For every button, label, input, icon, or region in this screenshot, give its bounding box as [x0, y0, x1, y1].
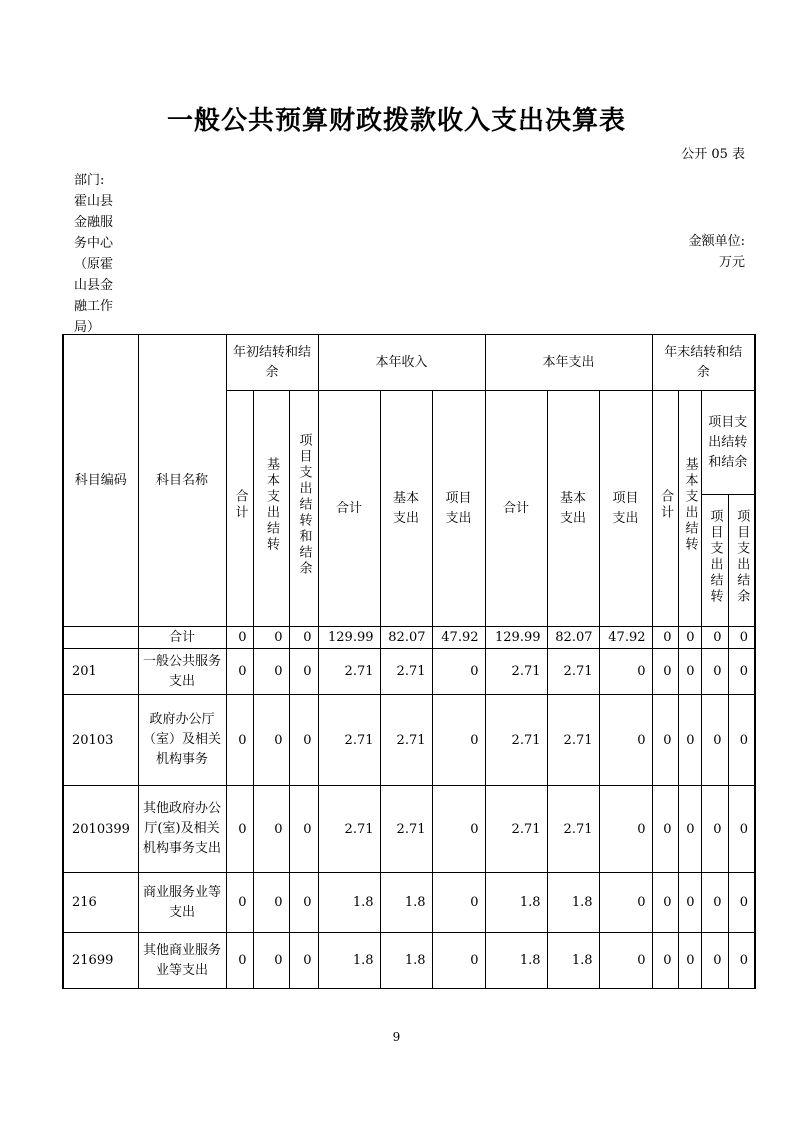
- row-value: 0: [701, 786, 728, 873]
- row-value: 0: [289, 933, 318, 989]
- header-end-total: 合计: [652, 391, 678, 627]
- row-value: 0: [728, 649, 755, 695]
- row-value: 0: [226, 786, 253, 873]
- department-label: 部门:: [74, 173, 105, 188]
- row-value: 0: [289, 873, 318, 933]
- row-value: 0: [599, 786, 652, 873]
- table-row: [63, 695, 755, 786]
- total-value: 82.07: [380, 627, 432, 649]
- row-value: 0: [226, 933, 253, 989]
- row-value: 2.71: [318, 786, 380, 873]
- row-value: 0: [728, 933, 755, 989]
- row-value: 0: [226, 873, 253, 933]
- row-value: 0: [599, 649, 652, 695]
- row-value: 0: [652, 695, 678, 786]
- header-income-basic: 基本支出: [380, 391, 432, 627]
- row-name: 一般公共服务支出: [138, 649, 226, 695]
- row-value: 0: [701, 649, 728, 695]
- total-value: 0: [652, 627, 678, 649]
- row-code: 216: [63, 873, 138, 933]
- header-group-begin: 年初结转和结余: [226, 335, 318, 391]
- row-value: 0: [253, 649, 289, 695]
- row-value: 2.71: [485, 786, 547, 873]
- total-value: 0: [728, 627, 755, 649]
- row-value: 0: [289, 786, 318, 873]
- row-value: 1.8: [318, 873, 380, 933]
- row-value: 0: [678, 695, 701, 786]
- header-end-project-carry: 项目支出结转: [701, 495, 728, 627]
- row-value: 0: [432, 933, 485, 989]
- row-value: 0: [432, 649, 485, 695]
- row-value: 0: [289, 695, 318, 786]
- row-value: 1.8: [547, 933, 599, 989]
- row-value: 0: [678, 649, 701, 695]
- row-value: 0: [226, 695, 253, 786]
- table-row: [63, 649, 755, 695]
- row-value: 0: [432, 786, 485, 873]
- row-name: 政府办公厅（室）及相关机构事务: [138, 695, 226, 786]
- row-value: 1.8: [380, 873, 432, 933]
- row-value: 0: [599, 933, 652, 989]
- row-value: 2.71: [485, 649, 547, 695]
- row-value: 0: [652, 873, 678, 933]
- row-value: 0: [599, 695, 652, 786]
- unit-value: 万元: [718, 255, 745, 270]
- row-value: 0: [253, 695, 289, 786]
- row-value: 0: [253, 786, 289, 873]
- header-expense-project: 项目支出: [599, 391, 652, 627]
- row-value: 0: [678, 933, 701, 989]
- table-row: [63, 933, 755, 989]
- header-end-project-surplus: 项目支出结余: [728, 495, 755, 627]
- header-name: 科目名称: [138, 335, 226, 627]
- row-value: 0: [678, 873, 701, 933]
- row-value: 1.8: [380, 933, 432, 989]
- row-value: 0: [432, 873, 485, 933]
- row-value: 0: [728, 695, 755, 786]
- row-name: 商业服务业等支出: [138, 873, 226, 933]
- row-value: 1.8: [485, 933, 547, 989]
- row-value: 0: [701, 933, 728, 989]
- total-value: 82.07: [547, 627, 599, 649]
- row-value: 1.8: [485, 873, 547, 933]
- row-value: 0: [226, 649, 253, 695]
- header-group-end: 年末结转和结余: [652, 335, 755, 391]
- total-value: 129.99: [318, 627, 380, 649]
- row-value: 2.71: [318, 695, 380, 786]
- row-value: 0: [599, 873, 652, 933]
- row-value: 1.8: [318, 933, 380, 989]
- row-value: 0: [289, 649, 318, 695]
- total-value: 0: [678, 627, 701, 649]
- total-name-cell: 合计: [138, 627, 226, 649]
- row-value: 1.8: [547, 873, 599, 933]
- table-row: [63, 786, 755, 873]
- row-value: 0: [432, 695, 485, 786]
- row-code: 2010399: [63, 786, 138, 873]
- table-row: [63, 873, 755, 933]
- header-end-basic: 基本支出结转: [678, 391, 701, 627]
- unit-label: 金额单位:: [688, 234, 745, 249]
- row-value: 2.71: [547, 649, 599, 695]
- page-number: 9: [392, 1030, 401, 1044]
- row-name: 其他政府办公厅(室)及相关机构事务支出: [138, 786, 226, 873]
- header-expense-basic: 基本支出: [547, 391, 599, 627]
- row-value: 2.71: [485, 695, 547, 786]
- row-value: 0: [652, 649, 678, 695]
- total-value: 0: [701, 627, 728, 649]
- total-value: 47.92: [432, 627, 485, 649]
- total-value: 0: [253, 627, 289, 649]
- header-income-total: 合计: [318, 391, 380, 627]
- row-value: 2.71: [318, 649, 380, 695]
- header-begin-basic: 基本支出结转: [253, 391, 289, 627]
- row-value: 0: [728, 873, 755, 933]
- total-value: 47.92: [599, 627, 652, 649]
- total-code-cell: [63, 627, 138, 649]
- row-value: 0: [652, 933, 678, 989]
- table-row-total: [63, 627, 755, 649]
- row-value: 2.71: [380, 649, 432, 695]
- row-value: 2.71: [380, 786, 432, 873]
- header-begin-total: 合计: [226, 391, 253, 627]
- row-value: 0: [652, 786, 678, 873]
- row-name: 其他商业服务业等支出: [138, 933, 226, 989]
- row-value: 0: [253, 933, 289, 989]
- row-code: 21699: [63, 933, 138, 989]
- header-group-expense: 本年支出: [485, 335, 652, 391]
- header-income-project: 项目支出: [432, 391, 485, 627]
- row-code: 20103: [63, 695, 138, 786]
- header-end-project-group: 项目支出结转和结余: [701, 391, 755, 495]
- row-value: 0: [728, 786, 755, 873]
- header-begin-project: 项目支出结转和结余: [289, 391, 318, 627]
- header-code: 科目编码: [63, 335, 138, 627]
- total-value: 0: [226, 627, 253, 649]
- row-value: 0: [701, 695, 728, 786]
- row-value: 2.71: [547, 695, 599, 786]
- row-code: 201: [63, 649, 138, 695]
- row-value: 0: [678, 786, 701, 873]
- row-value: 2.71: [547, 786, 599, 873]
- department-name: 霍山县金融服务中心（原霍山县金融工作局）: [74, 194, 114, 335]
- page-title: 一般公共预算财政拨款收入支出决算表: [166, 106, 626, 136]
- header-expense-total: 合计: [485, 391, 547, 627]
- table-code: 公开 05 表: [681, 147, 745, 162]
- row-value: 0: [701, 873, 728, 933]
- header-group-income: 本年收入: [318, 335, 485, 391]
- row-value: 2.71: [380, 695, 432, 786]
- unit-block: [689, 231, 745, 273]
- total-value: 129.99: [485, 627, 547, 649]
- total-value: 0: [289, 627, 318, 649]
- budget-table: [62, 334, 756, 989]
- row-value: 0: [253, 873, 289, 933]
